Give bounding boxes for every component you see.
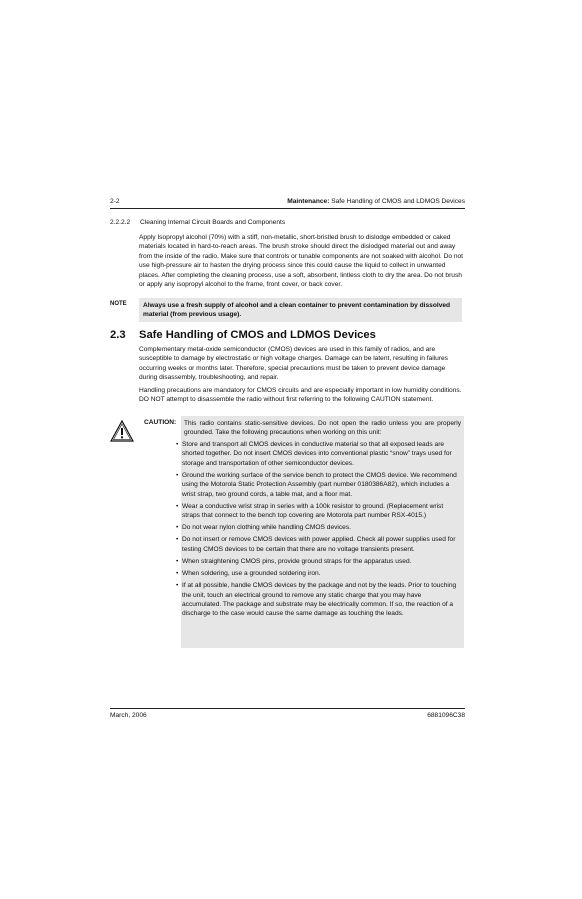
- list-item: • If at all possible, handle CMOS devices by the package and not by the leads. Prior to touching the unit, touch an electrical ground to remove any static charge that you may have accumulated. The package and substrate may be electrically common. If so, the reaction of a discharge to the case would cause the same damage as touching the leads.: [176, 582, 457, 618]
- bullet-icon: •: [176, 524, 179, 532]
- note-text: Always use a fresh supply of alcohol and a clean container to prevent contamination by dissolved material (from previous usage).: [139, 298, 462, 322]
- note-block: [110, 298, 465, 322]
- bullet-icon: •: [176, 502, 179, 510]
- bullet-icon: •: [176, 471, 179, 479]
- list-item: • Store and transport all CMOS devices in conductive material so that all exposed leads are shorted together. Do not insert CMOS devices into conventional plastic “snow” trays used for storage and transportation of other semiconductor devices.: [176, 441, 452, 467]
- bullet-icon: •: [176, 536, 179, 544]
- section-title: Safe Handling of CMOS and LDMOS Devices: [139, 329, 376, 341]
- footer-doc-number: 6881096C38: [427, 712, 465, 719]
- subsection-heading: [110, 219, 285, 226]
- warning-triangle-icon: [110, 420, 134, 442]
- header-title: [287, 198, 465, 205]
- cleaning-paragraph: Apply Isopropyl alcohol (70%) with a stiff, non-metallic, short-bristled brush to dislodge embedded or caked materials located in hard-to-reach areas. The brush stroke should direct the dislodged material out and away from the inside of the radio. Make sure that controls or tunable components are not soaked with alcohol. Do not use high-pressure air to hasten the drying process since this could cause the liquid to collect in unwanted places. After completing the cleaning process, use a soft, absorbent, lintless cloth to dry the area. Do not brush or apply any isopropyl alcohol to the frame, front cover, or back cover.: [139, 234, 464, 289]
- header-rule: [110, 208, 465, 209]
- bullet-icon: •: [176, 582, 179, 590]
- cmos-intro-paragraph: Complementary metal-oxide semiconductor (CMOS) devices are used in this family of radios, and are susceptible to damage by electrostatic or high voltage charges. Damage can be latent, resulting in failures occurring weeks or months later. Therefore, special precautions must be taken to prevent device damage during disassembly, troubleshooting, and repair.: [139, 346, 448, 382]
- header-prefix: Maintenance:: [287, 198, 330, 205]
- header-section-title: Safe Handling of CMOS and LDMOS Devices: [331, 198, 465, 205]
- section-heading: [110, 329, 376, 341]
- list-item: • Ground the working surface of the service bench to protect the CMOS device. We recommend using the Motorola Static Protection Assembly (part number 0180386A82), which includes a wrist strap, two ground cords, a table mat, and a floor mat.: [176, 471, 457, 498]
- note-label: NOTE: [110, 301, 127, 307]
- bullet-icon: •: [176, 557, 179, 565]
- list-item: • When soldering, use a grounded soldering iron.: [176, 570, 321, 577]
- bullet-icon: •: [176, 441, 179, 448]
- handling-paragraph: Handling precautions are mandatory for CMOS circuits and are especially important in low humidity conditions. DO NOT attempt to disassemble the radio without first referring to the following CAUTION statement.: [139, 387, 462, 404]
- list-item: • Do not insert or remove CMOS devices with power applied. Check all power supplies used for testing CMOS devices to be certain that there are no voltage transients present.: [176, 536, 456, 553]
- page-number: 2-2: [110, 198, 120, 205]
- caution-precautions-list: [176, 440, 460, 621]
- bullet-icon: •: [176, 570, 179, 577]
- list-item: • When straightening CMOS pins, provide ground straps for the apparatus used.: [176, 557, 412, 565]
- footer-rule: [110, 708, 465, 709]
- section-number: 2.3: [110, 329, 126, 341]
- list-item: • Wear a conductive wrist strap in series with a 100k resistor to ground. (Replacement wrist straps that connect to the bench top covering are Motorola part number RSX-4015.): [176, 502, 444, 520]
- caution-intro: This radio contains static-sensitive devices. Do not open the radio unless you are properly grounded. Take the following precautions when working on this unit:: [184, 420, 461, 437]
- footer-date: March, 2006: [110, 712, 147, 719]
- caution-label: CAUTION:: [144, 419, 177, 426]
- subsection-number: 2.2.2.2: [110, 219, 131, 226]
- list-item: • Do not wear nylon clothing while handling CMOS devices.: [176, 524, 351, 532]
- subsection-title: Cleaning Internal Circuit Boards and Components: [140, 219, 286, 226]
